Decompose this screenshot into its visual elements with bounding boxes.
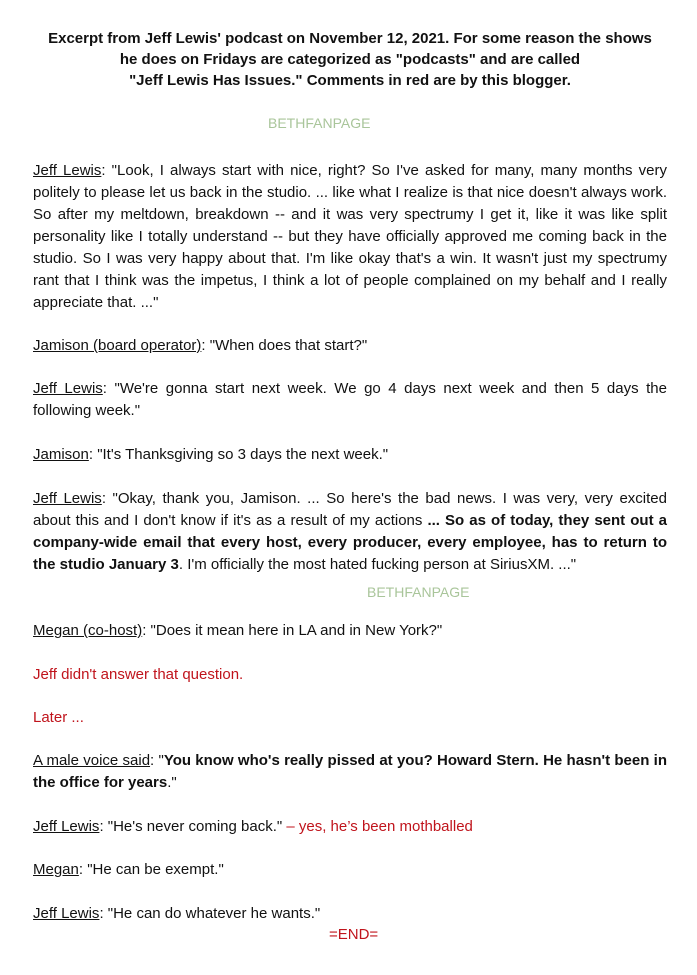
paragraph-11 <box>33 859 667 881</box>
speaker-name: A male voice said <box>33 752 151 769</box>
quote-text: : "He can do whatever he wants." <box>99 905 321 922</box>
speaker-name: Megan (co-host) <box>33 622 143 639</box>
speaker-name: Jeff Lewis <box>33 490 102 507</box>
paragraph-10 <box>33 816 667 838</box>
end-mark: =END= <box>329 926 379 943</box>
watermark-middle: BETHFANPAGE <box>367 584 470 600</box>
paragraph-6 <box>33 620 667 642</box>
speaker-name: Jeff Lewis <box>33 905 100 922</box>
quote-text: : "Does it mean here in LA and in New York?" <box>142 622 443 639</box>
paragraph-1 <box>33 160 667 314</box>
watermark-top: BETHFANPAGE <box>268 115 371 131</box>
quote-text: : "It's Thanksgiving so 3 days the next week." <box>88 446 389 463</box>
quote-text: : "We're gonna start next week. We go 4 days next week and then 5 days the following week." <box>33 380 667 419</box>
speaker-name: Jeff Lewis <box>33 818 100 835</box>
quote-text: . I'm officially the most hated fucking person at SiriusXM. ..." <box>178 556 577 573</box>
quote-text: : "He's never coming back." <box>99 818 287 835</box>
title-line-2: he does on Fridays are categorized as "podcasts" and are called <box>119 51 581 68</box>
quote-text: : " <box>150 752 164 769</box>
document-page <box>33 28 667 91</box>
paragraph-5 <box>33 488 667 576</box>
speaker-name: Jamison (board operator) <box>33 337 202 354</box>
speaker-name: Jeff Lewis <box>33 162 102 179</box>
blogger-comment-2: Later ... <box>33 709 84 726</box>
quote-bold: You know who's really pissed at you? Howard Stern. He hasn't been in the office for years <box>33 752 667 791</box>
quote-text: : "Look, I always start with nice, right? So I've asked for many, many months very politely to please let us back in the studio. ... like what I realize is that nice doesn't always work. So after my meltdown, breakdown -- and it was very spectrumy I get it, like it was like split personality like I totally understand -- but they have officially approved me coming back in the studio. So I was very happy about that. I'm like okay that's a win. It wasn't just my spectrumy rant that I think was the impetus, I think a lot of people complained on my behalf and I really appreciate that. ..." <box>33 162 667 311</box>
title-line-3: "Jeff Lewis Has Issues." Comments in red are by this blogger. <box>129 72 571 89</box>
quote-bold: ... So as of today, they sent out a company-wide email that every host, every producer, every employee, has to return to the studio January 3 <box>33 512 667 573</box>
blogger-comment-inline: – yes, he’s been mothballed <box>286 818 473 835</box>
speaker-name: Megan <box>33 861 79 878</box>
paragraph-3 <box>33 378 667 422</box>
paragraph-2 <box>33 335 667 357</box>
quote-text: : "Okay, thank you, Jamison. ... So here's the bad news. I was very, very excited about this and I don't know if it's as a result of my actions <box>33 490 667 529</box>
speaker-name: Jeff Lewis <box>33 380 103 397</box>
paragraph-9 <box>33 750 667 794</box>
quote-text: ." <box>167 774 177 791</box>
title-line-1: Excerpt from Jeff Lewis' podcast on November 12, 2021. For some reason the shows <box>48 30 652 47</box>
blogger-comment-1: Jeff didn't answer that question. <box>33 666 244 683</box>
document-title <box>33 28 667 91</box>
quote-text: : "When does that start?" <box>201 337 368 354</box>
paragraph-4 <box>33 444 667 466</box>
speaker-name: Jamison <box>33 446 89 463</box>
paragraph-12 <box>33 903 667 925</box>
quote-text: : "He can be exempt." <box>78 861 224 878</box>
